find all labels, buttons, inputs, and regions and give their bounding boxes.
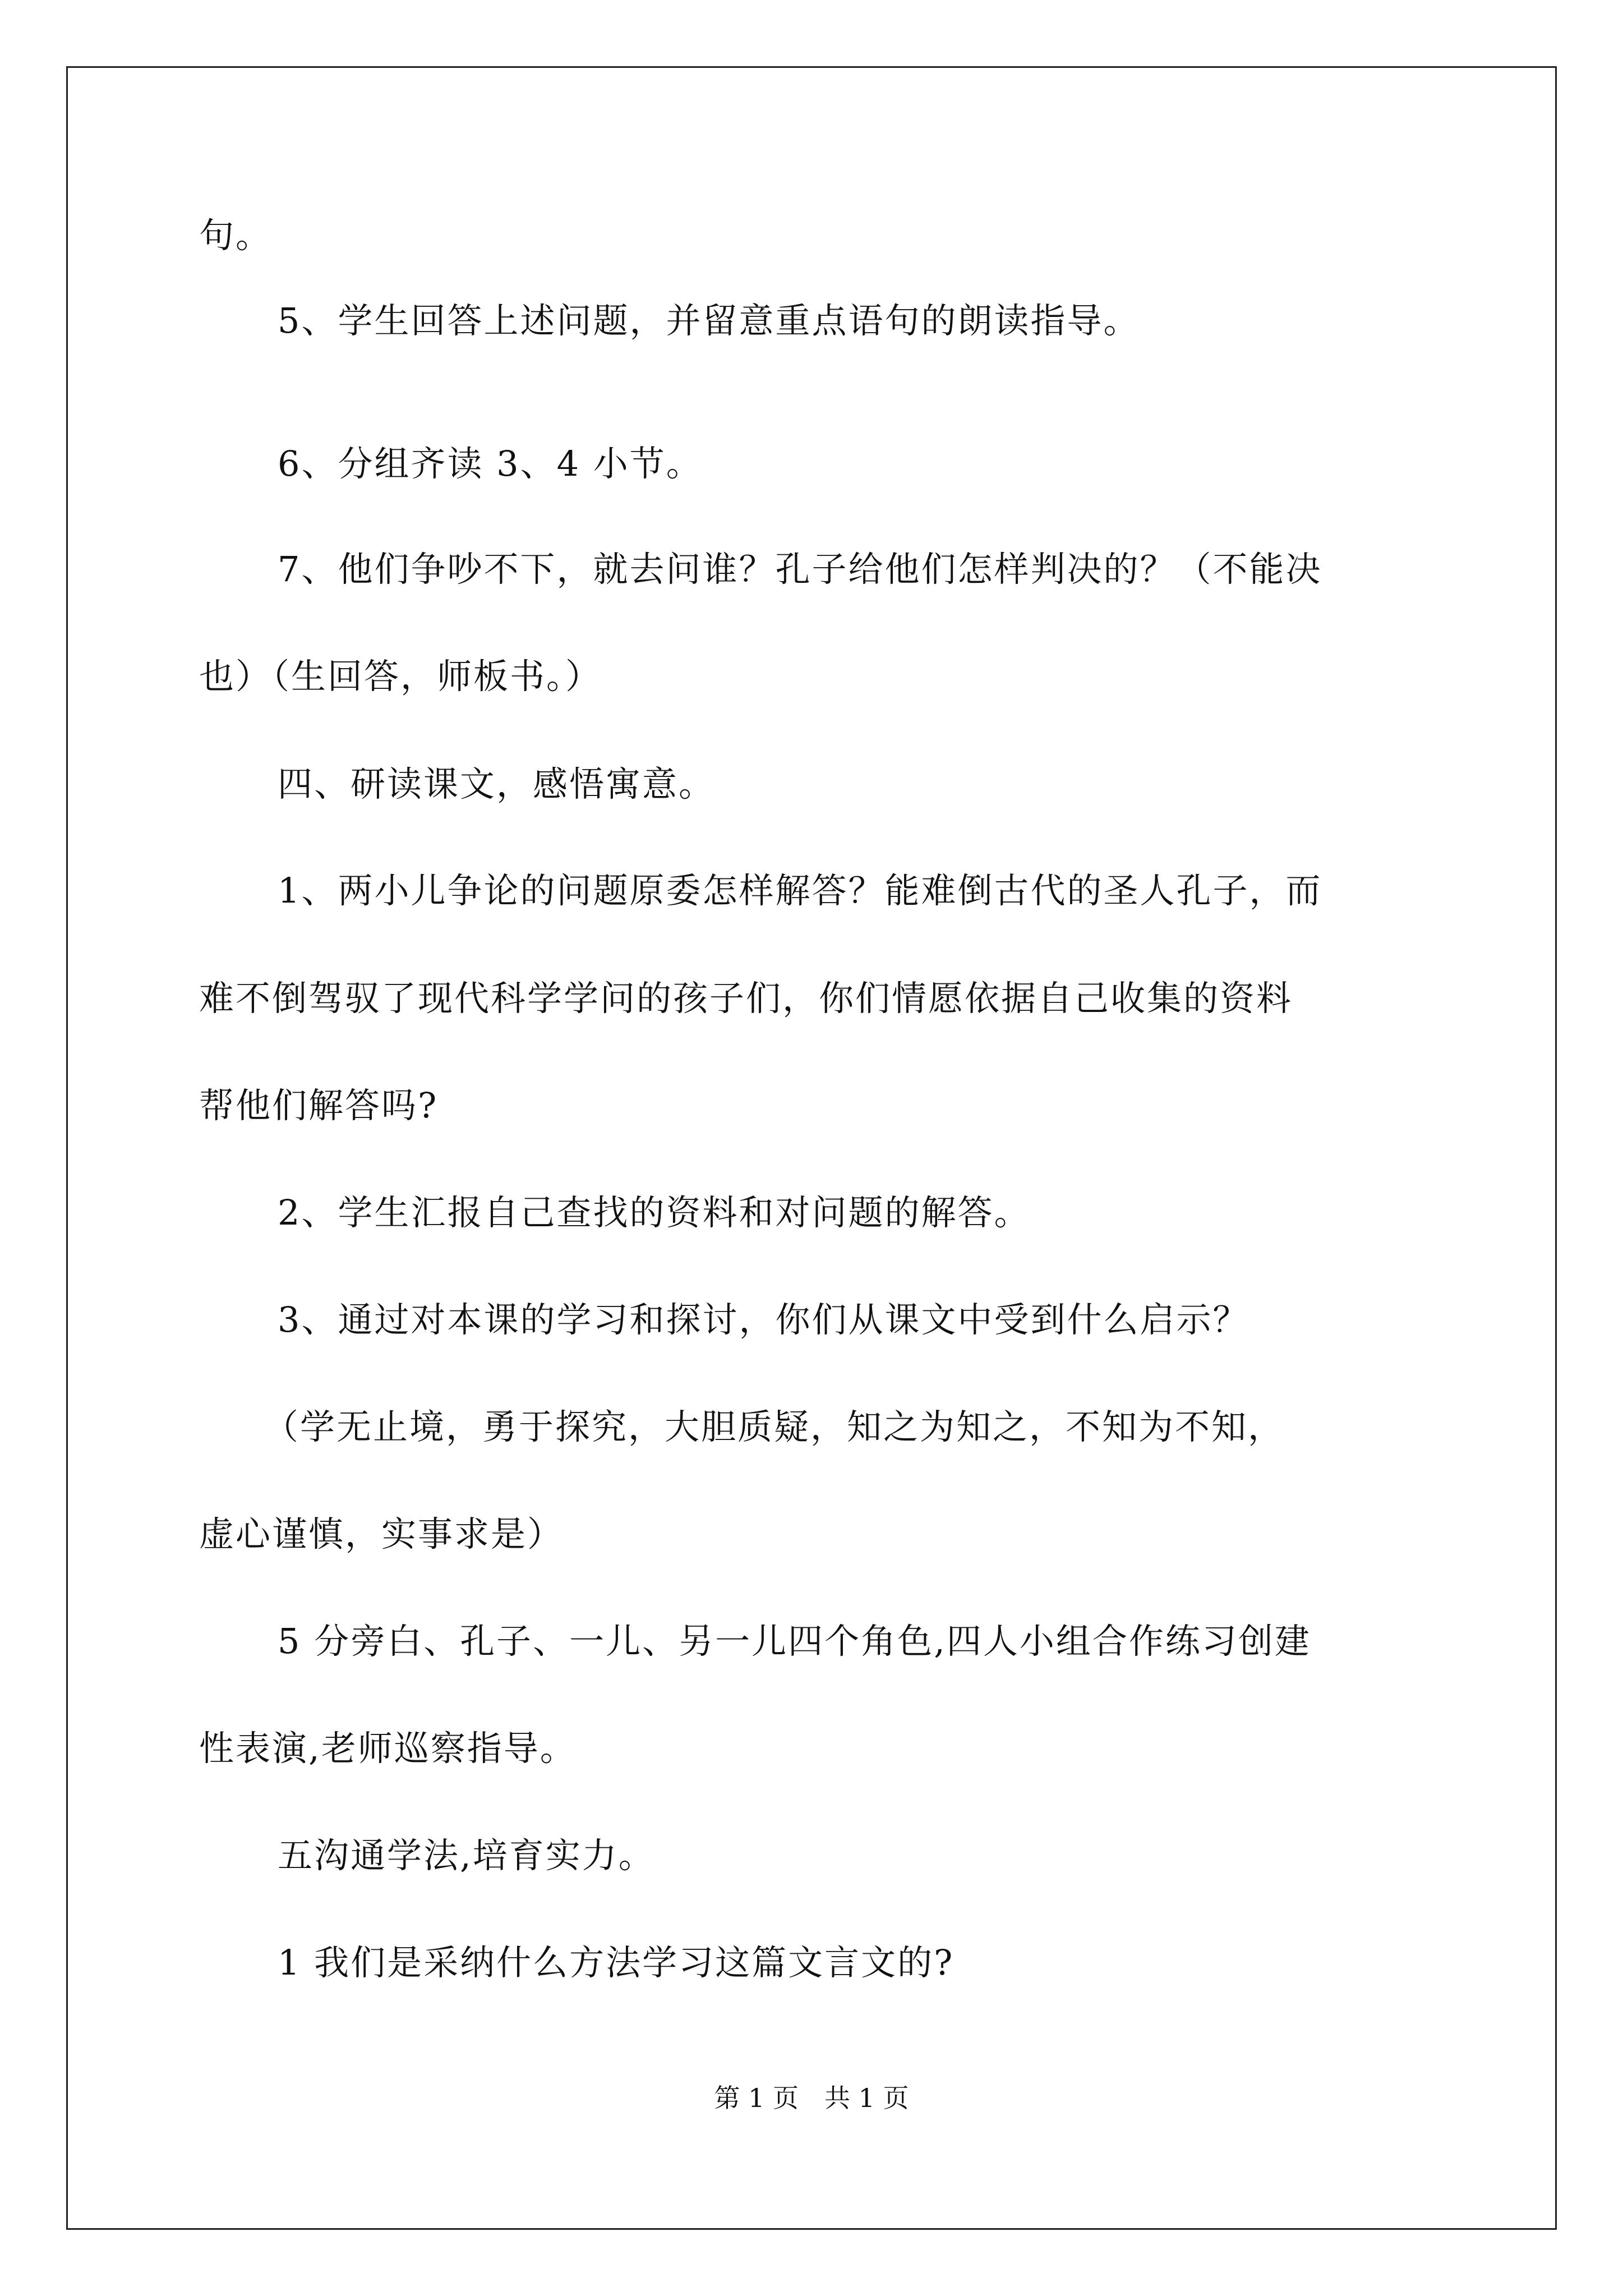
text-line-16: 五沟通学法,培育实力。 [278,1835,655,1876]
text-line-15: 性表演,老师巡察指导。 [199,1728,577,1769]
text-line-13: 虚心谨慎，实事求是） [199,1513,564,1554]
text-line-8: 难不倒驾驭了现代科学学问的孩子们，你们情愿依据自己收集的资料 [199,978,1293,1019]
text-line-6: 四、研读课文，感悟寓意。 [278,763,716,804]
text-line-12: （学无止境，勇于探究，大胆质疑，知之为知之，不知为不知， [264,1406,1285,1447]
text-line-4: 7、他们争吵不下，就去问谁？孔子给他们怎样判决的？（不能决 [278,549,1322,590]
text-line-2: 5、学生回答上述问题，并留意重点语句的朗读指导。 [278,300,1140,341]
text-line-5: 也）（生回答，师板书。） [199,656,602,697]
text-line-10: 2、学生汇报自己查找的资料和对问题的解答。 [278,1192,1031,1233]
text-line-7: 1、两小儿争论的问题原委怎样解答？能难倒古代的圣人孔子，而 [278,870,1322,911]
page-border [66,66,1557,2230]
text-line-9: 帮他们解答吗? [199,1085,439,1126]
text-line-14: 5 分旁白、孔子、一儿、另一儿四个角色,四人小组合作练习创建 [278,1621,1311,1662]
text-line-3: 6、分组齐读 3、4 小节。 [278,443,703,484]
text-line-1: 句。 [199,215,273,256]
text-line-17: 1 我们是采纳什么方法学习这篇文言文的? [278,1942,955,1983]
text-line-11: 3、通过对本课的学习和探讨，你们从课文中受到什么启示？ [278,1299,1249,1340]
page-number-footer: 第 1 页 共 1 页 [714,2083,909,2113]
